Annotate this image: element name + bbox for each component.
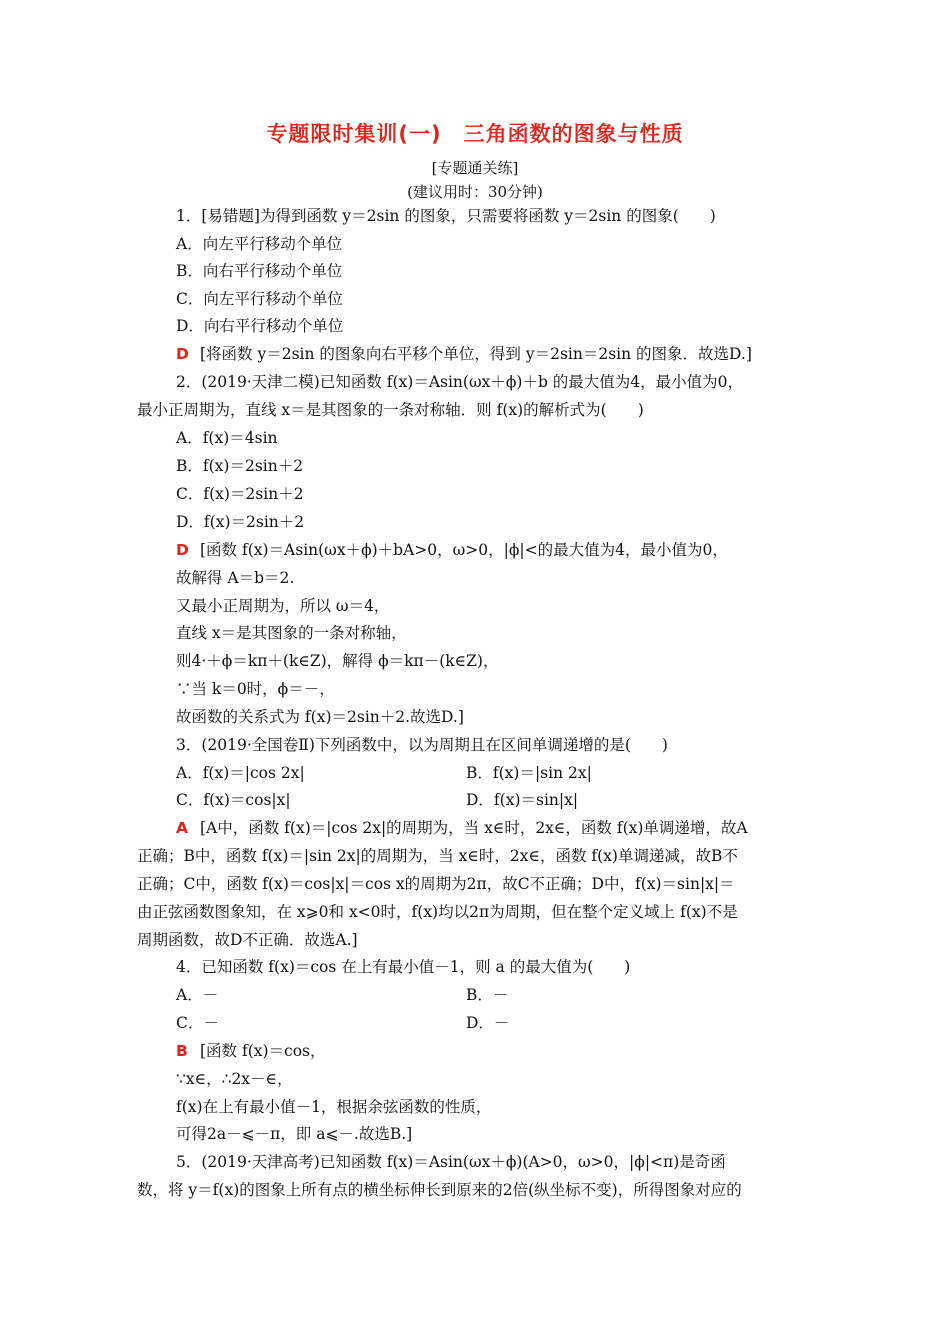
text-line: 1．[易错题]为得到函数 y＝2sin 的图象，只需要将函数 y＝2sin 的图象( ) xyxy=(176,207,716,225)
text-line: 5．(2019·天津高考)已知函数 f(x)＝Asin(ωx＋ϕ)(A>0，ω>0，|ϕ|<π)是奇函 xyxy=(176,1153,726,1171)
text-line: 故函数的关系式为 f(x)＝2sin＋2.故选D.] xyxy=(176,708,464,726)
text-line: A．f(x)＝|cos 2x| xyxy=(176,764,305,782)
section-subtitle: [专题通关练] xyxy=(431,159,519,177)
text-line: A．－ xyxy=(176,986,219,1004)
text-line: 3．(2019·全国卷Ⅱ)下列函数中，以为周期且在区间单调递增的是( ) xyxy=(176,736,668,754)
text-line: 正确；B中，函数 f(x)＝|sin 2x|的周期为，当 x∈时，2x∈，函数 f(x)单调递减，故B不 xyxy=(137,847,738,865)
text-line: C．－ xyxy=(176,1014,219,1032)
time-note: (建议用时：30分钟) xyxy=(407,183,543,201)
text-line: 周期函数，故D不正确．故选A.] xyxy=(137,931,358,949)
answer-letter: D xyxy=(176,541,189,559)
answer-line xyxy=(176,1041,326,1061)
text-line: ∵当 k＝0时，ϕ＝－， xyxy=(176,680,335,698)
text-line: B．向右平行移动个单位 xyxy=(176,262,343,280)
text-line: D．f(x)＝2sin＋2 xyxy=(176,513,305,531)
answer-text: [函数 f(x)＝Asin(ωx＋ϕ)＋bA>0，ω>0，|ϕ|<的最大值为4，最小值为0， xyxy=(200,541,728,559)
text-line: A．f(x)＝4sin xyxy=(176,429,278,447)
answer-text: [将函数 y＝2sin 的图象向右平移个单位，得到 y＝2sin＝2sin 的图象．故选D.] xyxy=(200,345,752,363)
text-line: D．－ xyxy=(466,1014,510,1032)
text-line: 则4·＋ϕ＝kπ＋(k∈Z)，解得 ϕ＝kπ－(k∈Z)， xyxy=(176,652,499,670)
text-line: 可得2a－⩽－π，即 a⩽－.故选B.] xyxy=(176,1125,413,1143)
text-line: 故解得 A＝b＝2. xyxy=(176,569,295,587)
answer-letter: A xyxy=(176,819,188,837)
answer-letter: B xyxy=(176,1042,188,1060)
text-line: 又最小正周期为，所以 ω＝4， xyxy=(176,597,390,615)
page-title: 专题限时集训(一) 三角函数的图象与性质 xyxy=(266,122,684,146)
answer-line xyxy=(176,818,748,838)
text-line: D．向右平行移动个单位 xyxy=(176,317,344,335)
text-line: C．f(x)＝cos|x| xyxy=(176,791,291,809)
text-line: 4．已知函数 f(x)＝cos 在上有最小值－1，则 a 的最大值为( ) xyxy=(176,958,631,976)
answer-text: [函数 f(x)＝cos， xyxy=(200,1042,326,1060)
answer-letter: D xyxy=(176,345,189,363)
text-line: 2．(2019·天津二模)已知函数 f(x)＝Asin(ωx＋ϕ)＋b 的最大值为4，最小值为0， xyxy=(176,373,744,391)
text-line: 最小正周期为，直线 x＝是其图象的一条对称轴．则 f(x)的解析式为( ) xyxy=(137,401,644,419)
text-line: A．向左平行移动个单位 xyxy=(176,235,343,253)
text-line: C．向左平行移动个单位 xyxy=(176,290,343,308)
answer-line xyxy=(176,344,752,364)
text-line: ∵x∈，∴2x－∈， xyxy=(176,1070,293,1088)
text-line: f(x)在上有最小值－1，根据余弦函数的性质， xyxy=(176,1098,492,1116)
text-line: D．f(x)＝sin|x| xyxy=(466,791,579,809)
text-line: 正确；C中，函数 f(x)＝cos|x|＝cos x的周期为2π，故C不正确；D中，f(x)＝sin|x|＝ xyxy=(137,875,735,893)
text-line: B．f(x)＝2sin＋2 xyxy=(176,457,304,475)
text-line: 数，将 y＝f(x)的图象上所有点的横坐标伸长到原来的2倍(纵坐标不变)，所得图象对应的 xyxy=(137,1181,742,1199)
text-line: 直线 x＝是其图象的一条对称轴， xyxy=(176,624,407,642)
text-line: B．f(x)＝|sin 2x| xyxy=(466,764,592,782)
text-line: B．－ xyxy=(466,986,509,1004)
answer-text: [A中，函数 f(x)＝|cos 2x|的周期为，当 x∈时，2x∈，函数 f(x)单调递增，故A xyxy=(200,819,748,837)
answer-line xyxy=(176,540,728,560)
text-line: C．f(x)＝2sin＋2 xyxy=(176,485,304,503)
text-line: 由正弦函数图象知，在 x⩾0和 x<0时，f(x)均以2π为周期，但在整个定义域上 f(x)不是 xyxy=(137,903,738,921)
